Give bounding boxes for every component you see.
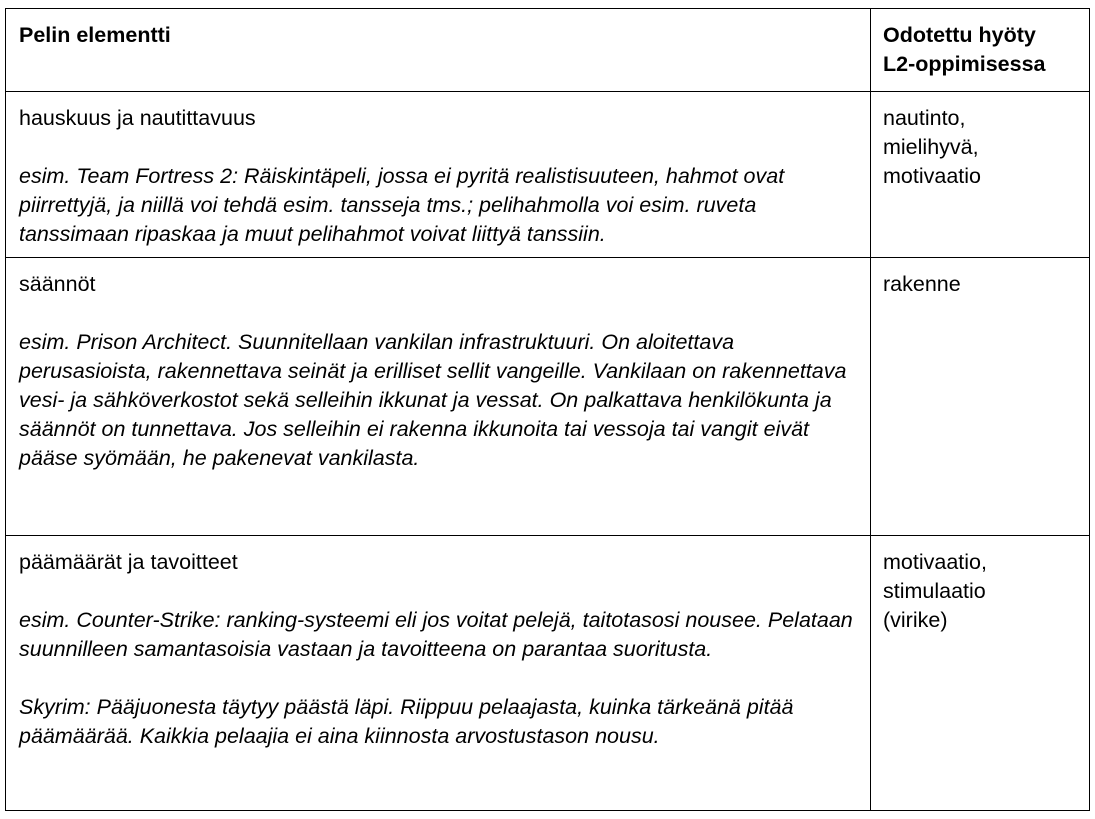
element-name: hauskuus ja nautittavuus [19, 106, 256, 130]
header-benefit-label [871, 9, 1089, 79]
element-cell [6, 536, 871, 811]
benefit-cell [871, 536, 1090, 811]
benefit-line: nautinto, [883, 106, 966, 130]
benefit-line: (virike) [883, 608, 948, 632]
element-example: esim. Counter-Strike: ranking-systeemi eli jos voitat pelejä, taitotasosi nousee. Pelataan suunnilleen samantasoisia vastaan ja tavoitteena on parantaa suoritusta. [19, 608, 853, 661]
element-example: Skyrim: Pääjuonesta täytyy päästä läpi. Riippuu pelaajasta, kuinka tärkeänä pitää päämäärää. Kaikkia pelaajia ei aina kiinnosta arvostustason nousu. [19, 695, 794, 748]
benefit-line: mielihyvä, [883, 135, 979, 159]
benefit-line: motivaatio, [883, 550, 987, 574]
header-element-label: Pelin elementti [19, 23, 171, 47]
header-cell-benefit [871, 9, 1090, 92]
benefit-line: motivaatio [883, 164, 981, 188]
benefit-cell [871, 258, 1090, 536]
benefit-line: stimulaatio [883, 579, 986, 603]
element-name: päämäärät ja tavoitteet [19, 550, 238, 574]
element-cell [6, 92, 871, 258]
header-cell-element [6, 9, 871, 92]
table-row [6, 258, 1090, 536]
benefit-cell [871, 92, 1090, 258]
table-header-row [6, 9, 1090, 92]
element-example: esim. Prison Architect. Suunnitellaan vankilan infrastruktuuri. On aloitettava perusasioista, rakennettava seinät ja erilliset sellit vangeille. Vankilaan on rakennettava vesi- ja sähköverkostot sekä selleihin ikkunat ja vessat. On palkattava henkilökunta ja säännöt on tunnettava. Jos selleihin ei rakenna ikkunoita tai vessoja tai vangit eivät pääse syömään, he pakenevat vankilasta. [19, 330, 847, 470]
game-elements-table [5, 8, 1090, 811]
table-row [6, 92, 1090, 258]
element-example: esim. Team Fortress 2: Räiskintäpeli, jossa ei pyritä realistisuuteen, hahmot ovat piirrettyjä, ja niillä voi tehdä esim. tansseja tms.; pelihahmolla voi esim. ruveta tanssimaan ripaskaa ja muut pelihahmot voivat liittyä tanssiin. [19, 164, 785, 246]
benefit-line: rakenne [883, 272, 961, 296]
header-benefit-line1: Odotettu hyöty [883, 23, 1036, 47]
table-row [6, 536, 1090, 811]
header-benefit-line2: L2-oppimisessa [883, 52, 1046, 76]
element-cell [6, 258, 871, 536]
element-name: säännöt [19, 272, 96, 296]
